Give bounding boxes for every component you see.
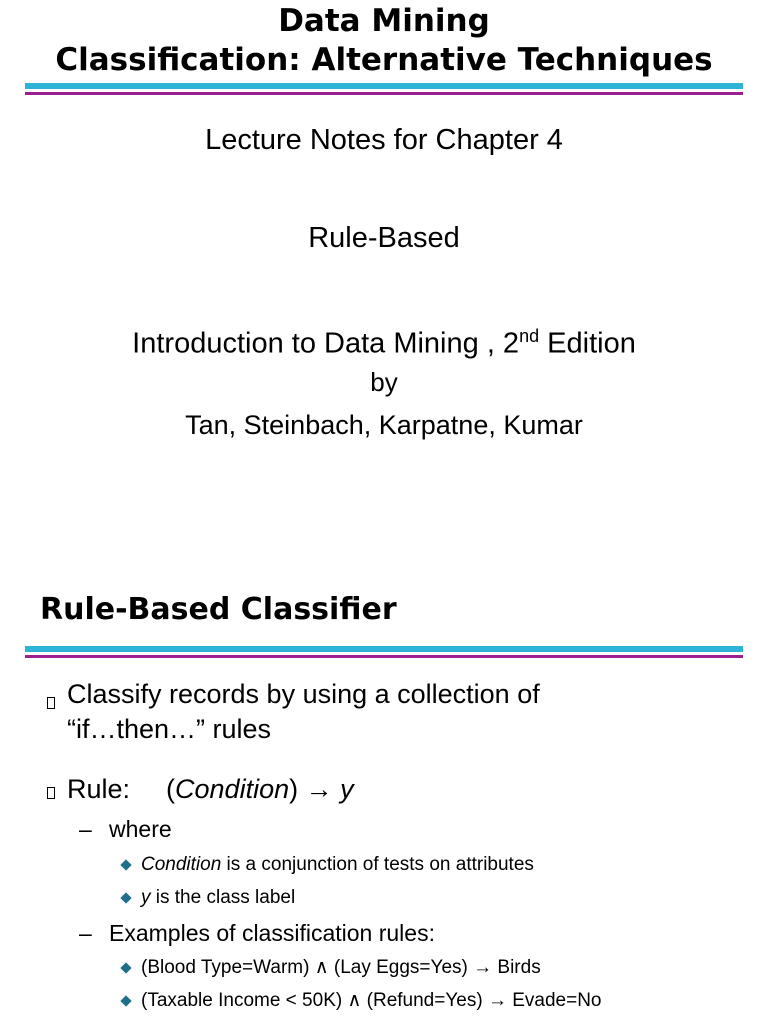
authors: Tan, Steinbach, Karpatne, Kumar xyxy=(185,410,583,440)
diamond-bullet-icon xyxy=(120,962,131,973)
sub-bullet-y-italic: y xyxy=(141,887,151,908)
where-label: where xyxy=(109,816,172,842)
example-rule-1: (Blood Type=Warm) ∧ (Lay Eggs=Yes) → Birds xyxy=(141,957,541,978)
sub-bullet-condition xyxy=(141,852,534,878)
rule-condition: Condition xyxy=(175,774,290,804)
sub-bullet-y-text: is the class label xyxy=(150,887,296,908)
lecture-subtitle: Lecture Notes for Chapter 4 xyxy=(205,124,563,156)
lecture-topic: Rule-Based xyxy=(308,222,460,254)
dash-bullet: – xyxy=(79,816,92,842)
book-title-prefix: Introduction to Data Mining , 2 xyxy=(132,327,520,360)
slide-2-title: Rule-Based Classifier xyxy=(40,592,397,627)
rule-arrow: ) → xyxy=(289,774,341,804)
sub-bullet-condition-italic: Condition xyxy=(141,854,222,875)
rule-label: Rule: xyxy=(67,774,131,804)
rule-y: y xyxy=(340,774,354,804)
diamond-bullet-icon xyxy=(120,995,131,1006)
slide-2-rule-cyan xyxy=(25,646,743,652)
rule-open-paren: ( xyxy=(166,774,176,804)
diamond-bullet-icon xyxy=(120,859,131,870)
dash-bullet: – xyxy=(79,920,92,946)
example-rule-2: (Taxable Income < 50K) ∧ (Refund=Yes) → Evade=No xyxy=(141,990,602,1011)
sub-bullet-y xyxy=(141,885,295,911)
square-bullet-icon xyxy=(47,787,55,799)
diamond-bullet-icon xyxy=(120,892,131,903)
sub-bullet-condition-text: is a conjunction of tests on attributes xyxy=(221,854,534,875)
examples-label: Examples of classification rules: xyxy=(109,920,435,946)
book-title-suffix: Edition xyxy=(539,327,636,360)
title-rule-magenta xyxy=(25,92,743,95)
square-bullet-icon xyxy=(47,697,55,709)
slide-1-title-line-1: Data Mining xyxy=(278,3,490,39)
book-title xyxy=(0,316,768,364)
book-title-superscript: nd xyxy=(519,326,540,346)
slide-1-title-line-2: Classification: Alternative Techniques xyxy=(55,42,713,78)
bullet-1-line-2: “if…then…” rules xyxy=(67,714,272,744)
by-label: by xyxy=(370,367,398,397)
bullet-2-line xyxy=(67,771,354,807)
slide-2-rule-magenta xyxy=(25,655,743,658)
title-rule-cyan xyxy=(25,83,743,89)
bullet-1-line-1: Classify records by using a collection of xyxy=(67,679,540,709)
